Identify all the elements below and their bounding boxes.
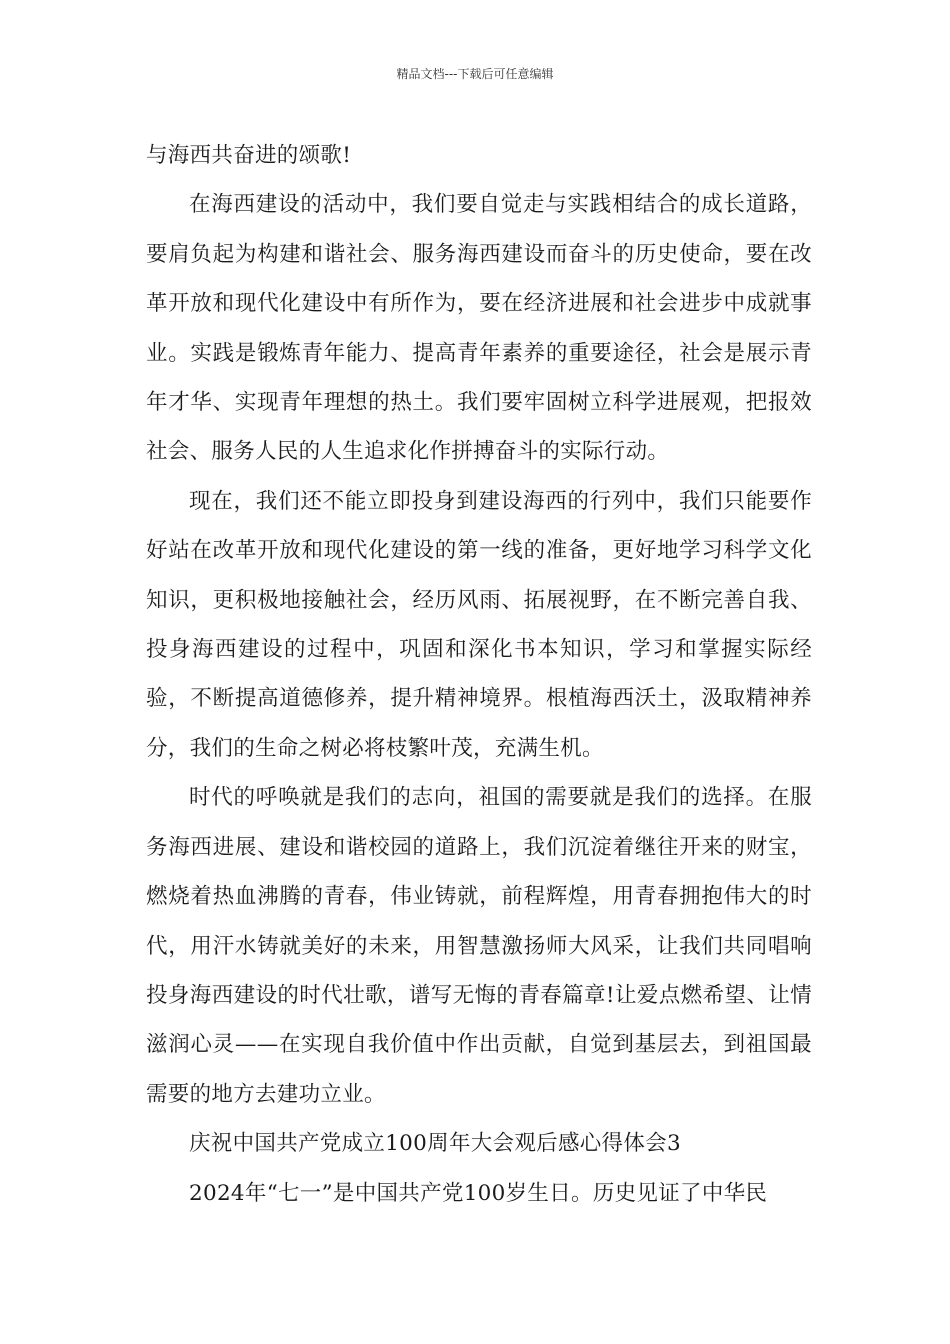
paragraph: 在海西建设的活动中，我们要自觉走与实践相结合的成长道路，要肩负起为构建和谐社会、服务海西建设而奋斗的历史使命，要在改革开放和现代化建设中有所作为，要在经济进展和社会进步中成就事业。实践是锻炼青年能力、提高青年素养的重要途径，社会是展示青年才华、实现青年理想的热土。我们要牢固树立科学进展观，把报效社会、服务人民的人生追求化作拼搏奋斗的实际行动。	[146, 192, 812, 465]
paragraph: 2024年“七一”是中国共产党100岁生日。历史见证了中华民	[189, 1180, 768, 1206]
paragraph: 时代的呼唤就是我们的志向，祖国的需要就是我们的选择。在服务海西进展、建设和谐校园的道路上，我们沉淀着继往开来的财宝，燃烧着热血沸腾的青春，伟业铸就，前程辉煌，用青春拥抱伟大的时代，用汗水铸就美好的未来，用智慧激扬师大风采，让我们共同唱响投身海西建设的时代壮歌，谱写无悔的青春篇章!让爱点燃希望、让情滋润心灵——在实现自我价值中作出贡献，自觉到基层去，到祖国最需要的地方去建功立业。	[146, 785, 812, 1107]
paragraph: 现在，我们还不能立即投身到建设海西的行列中，我们只能要作好站在改革开放和现代化建设的第一线的准备，更好地学习科学文化知识，更积极地接触社会，经历风雨、拓展视野，在不断完善自我、投身海西建设的过程中，巩固和深化书本知识，学习和掌握实际经验，不断提高道德修养，提升精神境界。根植海西沃土，汲取精神养分，我们的生命之树必将枝繁叶茂，充满生机。	[146, 488, 812, 761]
paragraph-continuation: 与海西共奋进的颂歌!	[146, 143, 352, 168]
document-body	[146, 131, 812, 1218]
page-header: 精品文档---下载后可任意编辑	[396, 67, 554, 81]
section-title: 庆祝中国共产党成立100周年大会观后感心得体会3	[189, 1131, 681, 1157]
